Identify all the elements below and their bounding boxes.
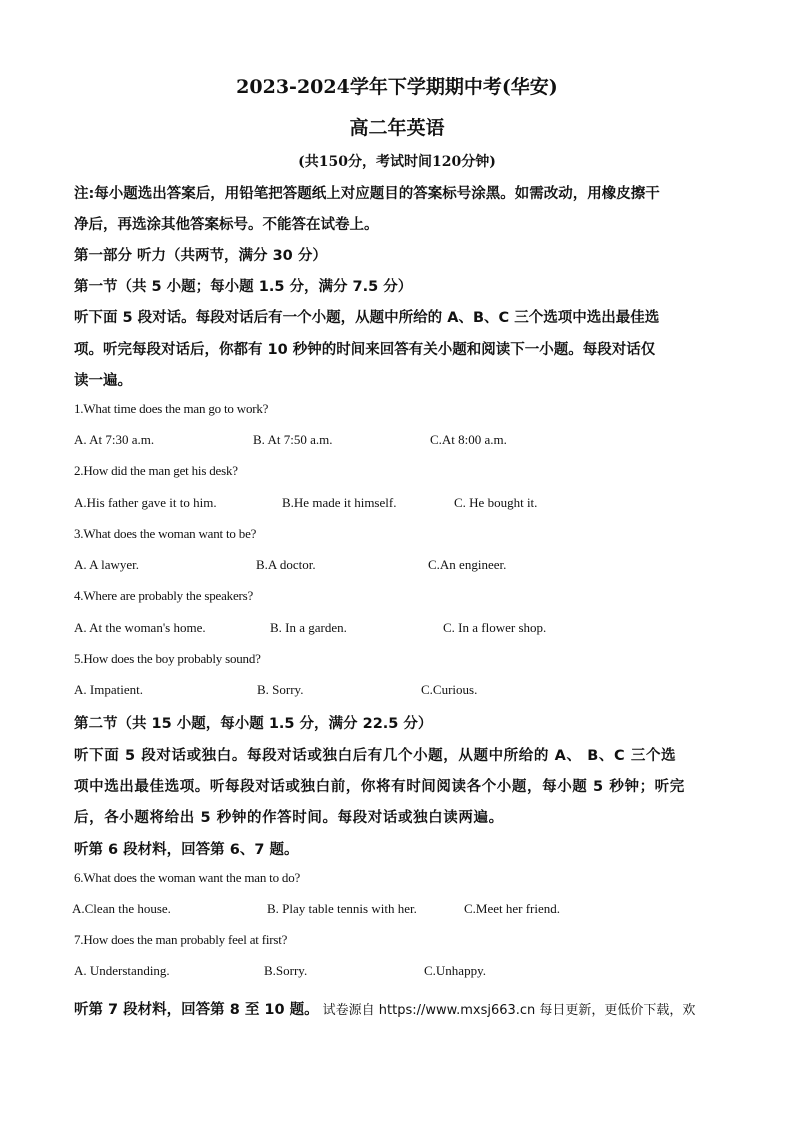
question-6-option-b: B. Play table tennis with her. (267, 901, 417, 916)
question-3-stem: 3.What does the woman want to be? (74, 526, 257, 541)
section1-heading: 第一节（共 5 小题；每小题 1.5 分，满分 7.5 分） (74, 279, 413, 295)
question-3-option-a: A. A lawyer. (74, 557, 139, 572)
question-4-option-b: B. In a garden. (270, 620, 347, 635)
section2-instruction-3: 后，各小题将给出 5 秒钟的作答时间。每段对话或独白读两遍。 (74, 810, 504, 826)
question-3-option-b: B.A doctor. (256, 557, 316, 572)
section1-instruction-2: 项。听完每段对话后，你都有 10 秒钟的时间来回答有关小题和阅读下一小题。每段对话仅 (74, 342, 656, 358)
exam-title: 2023-2024学年下学期期中考(华安) (236, 76, 558, 98)
question-1-option-b: B. At 7:50 a.m. (253, 432, 333, 447)
section2-instruction-1: 听下面 5 段对话或独白。每段对话或独白后有几个小题，从题中所给的 A、 B、C 三个选 (74, 748, 677, 764)
question-5-stem: 5.How does the boy probably sound? (74, 651, 261, 666)
section1-instruction-1: 听下面 5 段对话。每段对话后有一个小题，从题中所给的 A、B、C 三个选项中选出最佳选 (74, 310, 660, 326)
question-4-stem: 4.Where are probably the speakers? (74, 588, 254, 603)
question-2-stem: 2.How did the man get his desk? (74, 463, 238, 478)
section2-instruction-2: 项中选出最佳选项。听每段对话或独白前，你将有时间阅读各个小题，每小题 5 秒钟；听完 (74, 779, 685, 795)
question-6-stem: 6.What does the woman want the man to do? (74, 870, 301, 885)
question-7-option-b: B.Sorry. (264, 963, 308, 978)
question-1-option-c: C.At 8:00 a.m. (430, 432, 507, 447)
section1-instruction-3: 读一遍。 (74, 373, 132, 389)
question-5-option-c: C.Curious. (421, 682, 478, 697)
question-7-stem: 7.How does the man probably feel at first? (74, 932, 288, 947)
question-7-option-c: C.Unhappy. (424, 963, 486, 978)
part1-heading: 第一部分 听力（共两节，满分 30 分） (74, 248, 327, 264)
question-6-option-a: A.Clean the house. (72, 901, 171, 916)
notice-line-2: 净后，再选涂其他答案标号。不能答在试卷上。 (74, 217, 379, 233)
question-5-option-a: A. Impatient. (74, 682, 143, 697)
question-2-option-a: A.His father gave it to him. (74, 495, 217, 510)
source-note: 试卷源自 https://www.mxsj663.cn 每日更新，更低价下载，欢 (322, 1003, 696, 1018)
notice-line-1: 注:每小题选出答案后，用铅笔把答题纸上对应题目的答案标号涂黑。如需改动，用橡皮擦干 (74, 186, 660, 202)
material-7-line (74, 998, 695, 1019)
question-2-option-b: B.He made it himself. (282, 495, 397, 510)
exam-info: (共150分，考试时间120分钟) (298, 154, 496, 170)
material-6-heading: 听第 6 段材料，回答第 6、7 题。 (74, 842, 299, 858)
question-4-option-c: C. In a flower shop. (443, 620, 547, 635)
section2-heading: 第二节（共 15 小题，每小题 1.5 分，满分 22.5 分） (74, 716, 433, 732)
question-6-option-c: C.Meet her friend. (464, 901, 561, 916)
question-2-option-c: C. He bought it. (454, 495, 538, 510)
question-1-stem: 1.What time does the man go to work? (74, 401, 269, 416)
question-4-option-a: A. At the woman's home. (74, 620, 206, 635)
question-3-option-c: C.An engineer. (428, 557, 507, 572)
material-7-heading: 听第 7 段材料，回答第 8 至 10 题。 (74, 1002, 319, 1018)
question-1-option-a: A. At 7:30 a.m. (74, 432, 155, 447)
exam-subtitle: 高二年英语 (349, 117, 445, 139)
question-5-option-b: B. Sorry. (257, 682, 304, 697)
question-7-option-a: A. Understanding. (74, 963, 170, 978)
